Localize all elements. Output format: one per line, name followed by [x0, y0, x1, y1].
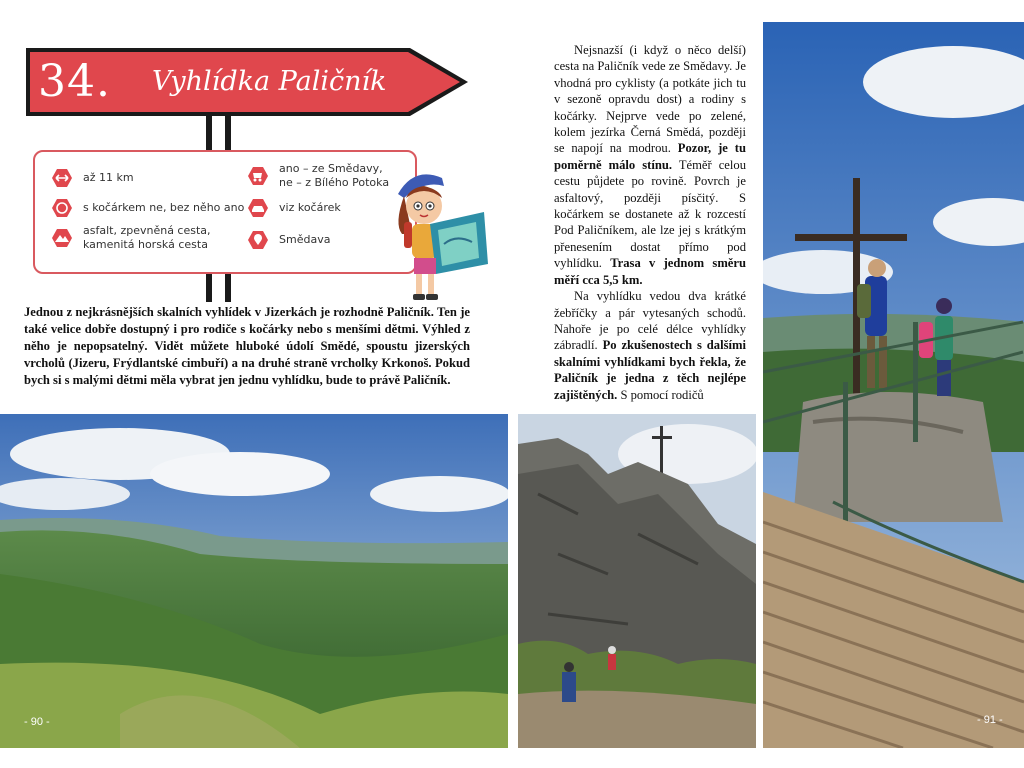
- info-location-text: Smědava: [279, 233, 331, 246]
- text-column: [554, 42, 746, 403]
- location-pin-icon: [247, 230, 269, 250]
- girl-with-map-illustration: [384, 164, 494, 302]
- info-distance: [51, 168, 134, 188]
- distance-icon: [51, 168, 73, 188]
- p1-text-a: Nejsnazší (i když o něco delší) cesta na Paličník vede ze Smědavy. Je vhodná pro cyklisty (a potkáte jich tu v sezoně opravdu dost) a rodiny s kočárky. Nejprve vede po zelené, kolem jezírka Černá Smědá, později se napojí na modrou.: [554, 43, 746, 156]
- info-location: [247, 230, 330, 250]
- p2-text-a: Na vyhlídku vedou dva krátké žebříčky a pár vytesaných schodů. Nahoře je po celé délce vyhlídky zábradlí.: [554, 289, 746, 353]
- info-stroller-route-line2: ne – z Bílého Potoka: [279, 176, 390, 189]
- info-car: [247, 198, 341, 218]
- trail-number: 34.: [38, 56, 111, 107]
- page-number-right: - 91 -: [977, 714, 1003, 726]
- page-number-left: - 90 -: [24, 716, 50, 728]
- info-car-text: viz kočárek: [279, 201, 341, 214]
- p2-text-c: S pomocí rodičů: [620, 387, 704, 402]
- info-distance-text: až 11 km: [83, 171, 134, 184]
- info-terrain-line2: kamenitá horská cesta: [83, 238, 208, 251]
- stroller-route-icon: [247, 166, 269, 186]
- info-terrain-line1: asfalt, zpevněná cesta,: [83, 224, 211, 237]
- paragraph-2: [554, 288, 746, 403]
- info-stroller: [51, 198, 244, 218]
- p1-bold-b: Pozor, je tu poměrně málo stínu.: [554, 141, 746, 172]
- terrain-icon: [51, 228, 73, 248]
- paragraph-1: [554, 42, 746, 288]
- p2-bold-b: Po zkušenostech s dalšími skalními vyhlídkami bych řekla, že Paličník je jedna z těch nejlépe zajištěných.: [554, 338, 746, 402]
- valley-panorama-photo: [0, 414, 508, 748]
- car-icon: [247, 198, 269, 218]
- info-box: [33, 150, 417, 274]
- info-stroller-route: [247, 162, 389, 190]
- trail-title: Vyhlídka Paličník: [152, 66, 387, 97]
- viewpoint-cross-photo: [763, 22, 1024, 748]
- info-terrain: [51, 224, 211, 252]
- info-stroller-text: s kočárkem ne, bez něho ano: [83, 201, 245, 214]
- p1-text-c: Téměř celou cestu půjdete po rovině. Povrch je asfaltový, později písčitý. S kočárkem se dostanete až k rozcestí Pod Paličníkem, ale lze jej s krátkým přenesením dostat přímo pod vyhlídku.: [554, 157, 746, 271]
- stroller-icon: [51, 198, 73, 218]
- info-stroller-route-line1: ano – ze Smědavy,: [279, 162, 383, 175]
- p1-bold-d: Trasa v jednom směru měří cca 5,5 km.: [554, 256, 746, 287]
- lead-paragraph: Jednou z nejkrásnějších skalních vyhlídek v Jizerkách je rozhodně Paličník. Ten je také velice dobře dostupný i pro rodiče s kočárky nebo s menšími dětmi. Výhled z něho je nepopsatelný. Vidět můžete hluboké údolí Smědé, spoustu jizerských vrcholů (Jizeru, Frýdlantské cimbuří) a na druhé straně vrcholky Krkonoš. Pokud bych si s malými dětmi měla vybrat jen jednu vyhlídku, bude to právě Paličník.: [24, 305, 470, 387]
- rock-formation-photo: [518, 414, 756, 748]
